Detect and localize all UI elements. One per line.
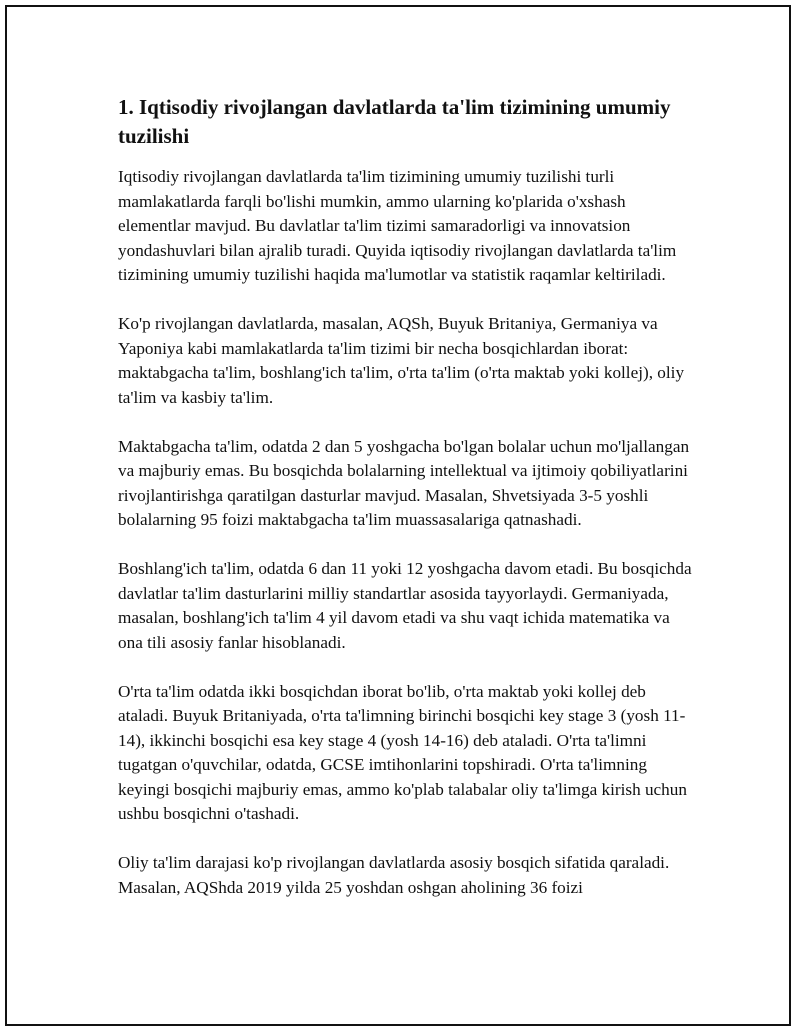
paragraph-preschool: Maktabgacha ta'lim, odatda 2 dan 5 yoshgacha bo'lgan bolalar uchun mo'ljallangan va majburiy emas. Bu bosqichda bolalarning intellektual va ijtimoiy qobiliyatlarini rivojlantirishga qaratilgan dasturlar mavjud. Masalan, Shvetsiyada 3-5 yoshli bolalarning 95 foizi maktabgacha ta'lim muassasalariga qatnashadi. bbox=[118, 436, 690, 529]
paragraph-primary: Boshlang'ich ta'lim, odatda 6 dan 11 yoki 12 yoshgacha davom etadi. Bu bosqichda davlatlar ta'lim dasturlarini milliy standartlar asosida tayyorlaydi. Germaniyada, masalan, boshlang'ich ta'lim 4 yil davom etadi va shu vaqt ichida matematika va ona tili asosiy fanlar hisoblanadi. bbox=[118, 559, 692, 652]
paragraph-secondary: O'rta ta'lim odatda ikki bosqichdan iborat bo'lib, o'rta maktab yoki kollej deb ataladi. Buyuk Britaniyada, o'rta ta'limning birinchi bosqichi key stage 3 (yosh 11-14), ikkinchi bosqichi esa key stage 4 (yosh 14-16) deb ataladi. O'rta ta'limni tugatgan o'quvchilar, odatda, GCSE imtihonlarini topshiradi. O'rta ta'limning keyingi bosqichi majburiy emas, ammo ko'plab talabalar oliy ta'limga kirish uchun ushbu bosqichni o'tashadi. bbox=[118, 681, 687, 823]
paragraph-education-stages: Ko'p rivojlangan davlatlarda, masalan, AQSh, Buyuk Britaniya, Germaniya va Yaponiya kabi mamlakatlarda ta'lim tizimi bir necha bosqichlardan iborat: maktabgacha ta'lim, boshlang'ich ta'lim, o'rta ta'lim (o'rta maktab yoki kollej), oliy ta'lim va kasbiy ta'lim. bbox=[118, 314, 685, 407]
paragraph-higher: Oliy ta'lim darajasi ko'p rivojlangan davlatlarda asosiy bosqich sifatida qaraladi. Masalan, AQShda 2019 yilda 25 yoshdan oshgan aholining 36 foizi bbox=[118, 853, 670, 897]
section-heading: 1. Iqtisodiy rivojlangan davlatlarda ta'lim tizimining umumiy tuzilishi bbox=[118, 95, 671, 148]
document-body bbox=[118, 93, 698, 925]
paragraph-intro: Iqtisodiy rivojlangan davlatlarda ta'lim tizimining umumiy tuzilishi turli mamlakatlarda farqli bo'lishi mumkin, ammo ularning ko'plarida o'xshash elementlar mavjud. Bu davlatlar ta'lim tizimi samaradorligi va innovatsion yondashuvlari bilan ajralib turadi. Quyida iqtisodiy rivojlangan davlatlarda ta'lim tizimining umumiy tuzilishi haqida ma'lumotlar va statistik raqamlar keltiriladi. bbox=[118, 167, 677, 284]
